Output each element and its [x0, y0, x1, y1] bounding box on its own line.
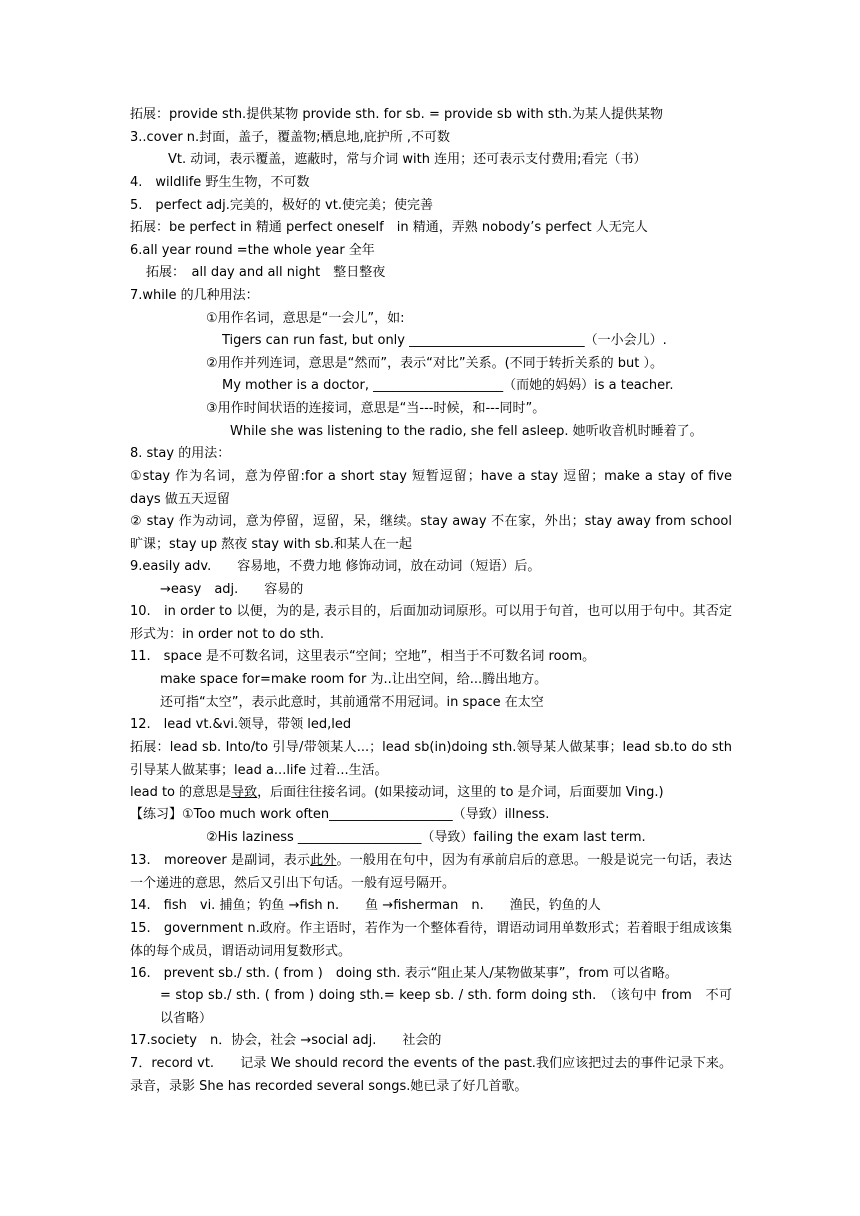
text-paragraph: 13. moreover 是副词，表示此外。一般用在句中，因为有承前启后的意思。一般是说完一句话，表达一个递进的意思，然后又引出下句话。一般有逗号隔开。 [130, 853, 732, 891]
text-paragraph: 15. government n.政府。作主语时，若作为一个整体看待，谓语动词用单数形式；若着眼于组成该集体的每个成员，谓语动词用复数形式。 [130, 921, 732, 959]
text-line: 拓展： all day and all night 整日整夜 [146, 265, 386, 280]
text-paragraph: 10. in order to 以便，为的是, 表示目的，后面加动词原形。可以用于句首，也可以用于句中。其否定形式为：in order not to do sth. [130, 604, 732, 642]
text-line: 12. lead vt.&vi.领导，带领 led,led [130, 717, 352, 732]
text-line: 9.easily adv. 容易地，不费力地 修饰动词，放在动词（短语）后。 [130, 559, 541, 574]
text-line: ②His laziness ___________________（导致）failing the exam last term. [206, 830, 646, 845]
text-line: 【练习】①Too much work often___________________（导致）illness. [130, 807, 550, 822]
underlined-term: 此外 [310, 853, 337, 868]
text-paragraph: ② stay 作为动词，意为停留，逗留，呆，继续。stay away 不在家，外出；stay away from school 旷课；stay up 熬夜 stay with sb.和某人在一起 [130, 514, 732, 552]
text-line: ②用作并列连词，意思是“然而”，表示“对比”关系。(不同于转折关系的 but ）。 [206, 356, 664, 371]
text-line: Vt. 动词，表示覆盖，遮蔽时，常与介词 with 连用；还可表示支付费用;看完（书） [168, 152, 647, 167]
text-paragraph: = stop sb./ sth. ( from ) doing sth.= keep sb. / sth. form doing sth. （该句中 from 不可以省略） [160, 988, 732, 1026]
text-line: 拓展：be perfect in 精通 perfect oneself in 精通，弄熟 nobody’s perfect 人无完人 [130, 220, 648, 235]
text-line: 4. wildlife 野生生物，不可数 [130, 175, 310, 190]
text-line: make space for=make room for 为..让出空间，给...腾出地方。 [160, 672, 548, 687]
underlined-term: 导致 [231, 785, 258, 800]
text-line: 还可指“太空”，表示此意时，其前通常不用冠词。in space 在太空 [160, 695, 544, 710]
text-line: 6.all year round =the whole year 全年 [130, 243, 375, 258]
text-line: My mother is a doctor, ____________________（而她的妈妈）is a teacher. [222, 378, 674, 393]
text-line: 5. perfect adj.完美的，极好的 vt.使完美；使完善 [130, 198, 433, 213]
text-line: →easy adj. 容易的 [160, 582, 304, 597]
text-line: 拓展：provide sth.提供某物 provide sth. for sb. = provide sb with sth.为某人提供某物 [130, 107, 664, 122]
text-line: ③用作时间状语的连接词，意思是“当---时候，和---同时”。 [206, 401, 546, 416]
text-line: 17.society n．协会，社会 →social adj. 社会的 [130, 1033, 442, 1048]
text-line: 11. space 是不可数名词，这里表示“空间；空地”，相当于不可数名词 room。 [130, 649, 596, 664]
text-line: 7.while 的几种用法： [130, 288, 259, 303]
text-line: ①用作名词，意思是“一会儿”，如: [206, 311, 405, 326]
text-line: lead to 的意思是导致，后面往往接名词。(如果接动词，这里的 to 是介词，后面要加 Ving.) [130, 785, 664, 800]
text-line: While she was listening to the radio, she fell asleep. 她听收音机时睡着了。 [230, 424, 703, 439]
text-line: 14. fish vi. 捕鱼；钓鱼 →fish n. 鱼 →fisherman n. 渔民，钓鱼的人 [130, 898, 601, 913]
text-paragraph: 拓展：lead sb. Into/to 引导/带领某人...；lead sb(in)doing sth.领导某人做某事；lead sb.to do sth 引导某人做某事；lead a...life 过着...生活。 [130, 740, 732, 778]
text-line: 16. prevent sb./ sth. ( from ) doing sth. 表示“阻止某人/某物做某事”，from 可以省略。 [130, 966, 678, 981]
text-line: 3..cover n.封面，盖子，覆盖物;栖息地,庇护所 ,不可数 [130, 130, 450, 145]
text-line: Tigers can run fast, but only ___________________________（一小会儿）. [222, 333, 667, 348]
text-line: 8. stay 的用法： [130, 446, 231, 461]
text-paragraph: 7．record vt. 记录 We should record the events of the past.我们应该把过去的事件记录下来。 录音，录影 She has recorded several songs.她已录了好几首歌。 [130, 1056, 732, 1094]
text-paragraph: ①stay 作为名词，意为停留:for a short stay 短暂逗留；have a stay 逗留；make a stay of five days 做五天逗留 [130, 469, 732, 507]
